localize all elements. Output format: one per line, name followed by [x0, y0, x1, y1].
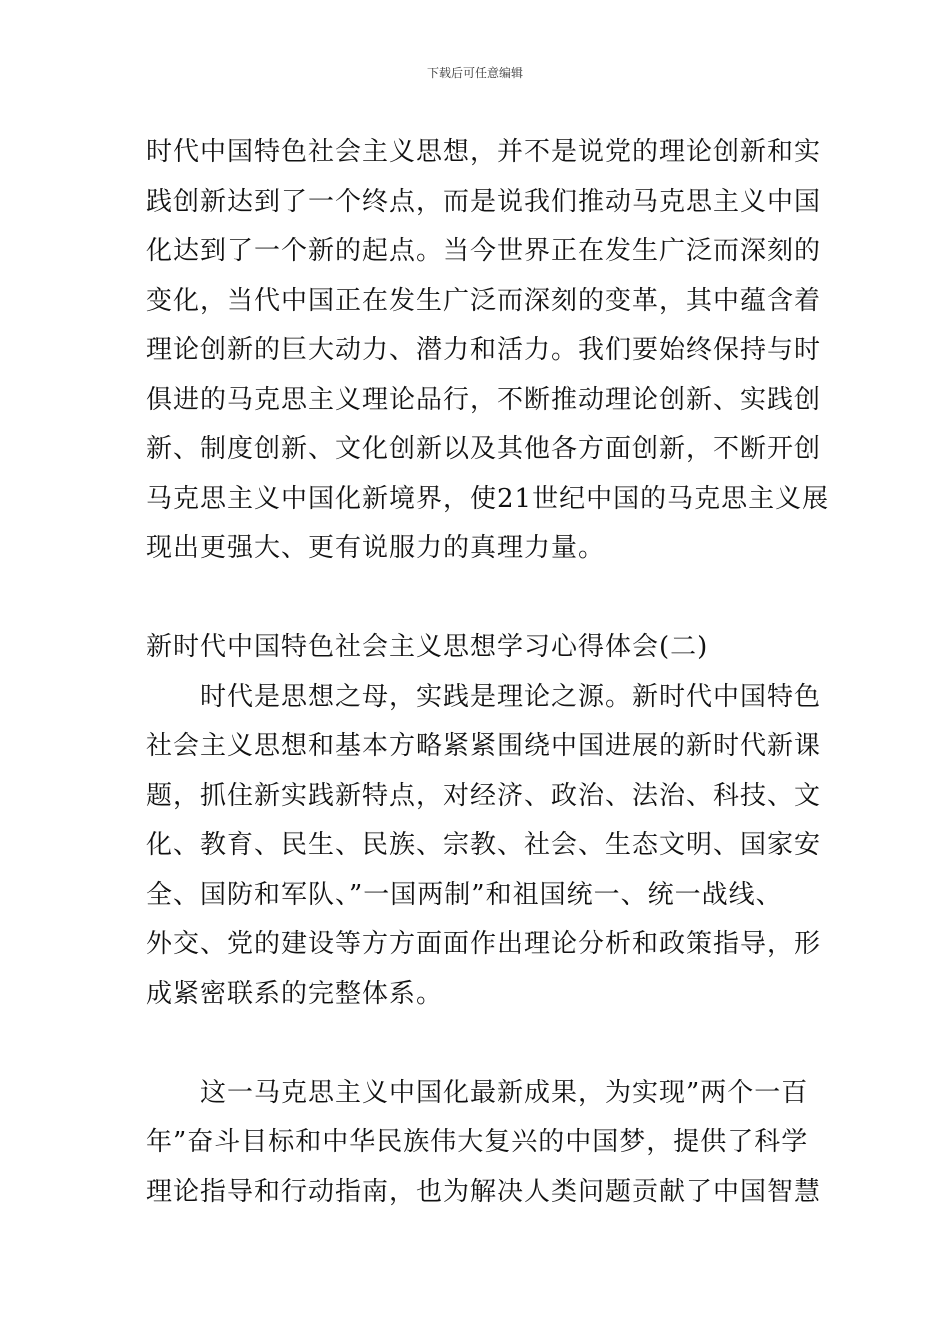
- paragraph-1-line: 新、制度创新、文化创新以及其他各方面创新，不断开创: [146, 434, 822, 464]
- paragraph-1-line: 时代中国特色社会主义思想，并不是说党的理论创新和实: [146, 137, 822, 167]
- paragraph-3-line: 这一马克思主义中国化最新成果，为实现”两个一百: [200, 1078, 809, 1108]
- paragraph-2-line: 社会主义思想和基本方略紧紧围绕中国进展的新时代新课: [146, 731, 822, 761]
- paragraph-2-line: 成紧密联系的完整体系。: [146, 979, 444, 1009]
- paragraph-2-line: 题，抓住新实践新特点，对经济、政治、法治、科技、文: [146, 781, 822, 811]
- paragraph-1-line: 俱进的马克思主义理论品行，不断推动理论创新、实践创: [146, 385, 822, 415]
- paragraph-3-line: 理论指导和行动指南，也为解决人类问题贡献了中国智慧: [146, 1177, 822, 1207]
- paragraph-2-line: 全、国防和军队、”一国两制”和祖国统一、统一战线、: [146, 880, 783, 910]
- paragraph-2-line: 时代是思想之母，实践是理论之源。新时代中国特色: [200, 682, 822, 712]
- paragraph-1-line: 变化，当代中国正在发生广泛而深刻的变革，其中蕴含着: [146, 286, 822, 316]
- paragraph-1-line: 践创新达到了一个终点，而是说我们推动马克思主义中国: [146, 187, 822, 217]
- paragraph-1-line: 现出更强大、更有说服力的真理力量。: [146, 533, 606, 563]
- paragraph-1-line: 理论创新的巨大动力、潜力和活力。我们要始终保持与时: [146, 335, 822, 365]
- paragraph-1-line: 马克思主义中国化新境界，使21世纪中国的马克思主义展: [146, 484, 830, 514]
- paragraph-2-line: 化、教育、民生、民族、宗教、社会、生态文明、国家安: [146, 830, 822, 860]
- paragraph-2-line: 外交、党的建设等方方面面作出理论分析和政策指导，形: [146, 929, 822, 959]
- paragraph-1-line: 化达到了一个新的起点。当今世界正在发生广泛而深刻的: [146, 236, 822, 266]
- paragraph-3-line: 年”奋斗目标和中华民族伟大复兴的中国梦，提供了科学: [146, 1127, 809, 1157]
- section-title: 新时代中国特色社会主义思想学习心得体会(二): [146, 632, 709, 662]
- page-header: 下载后可任意编辑: [426, 66, 523, 80]
